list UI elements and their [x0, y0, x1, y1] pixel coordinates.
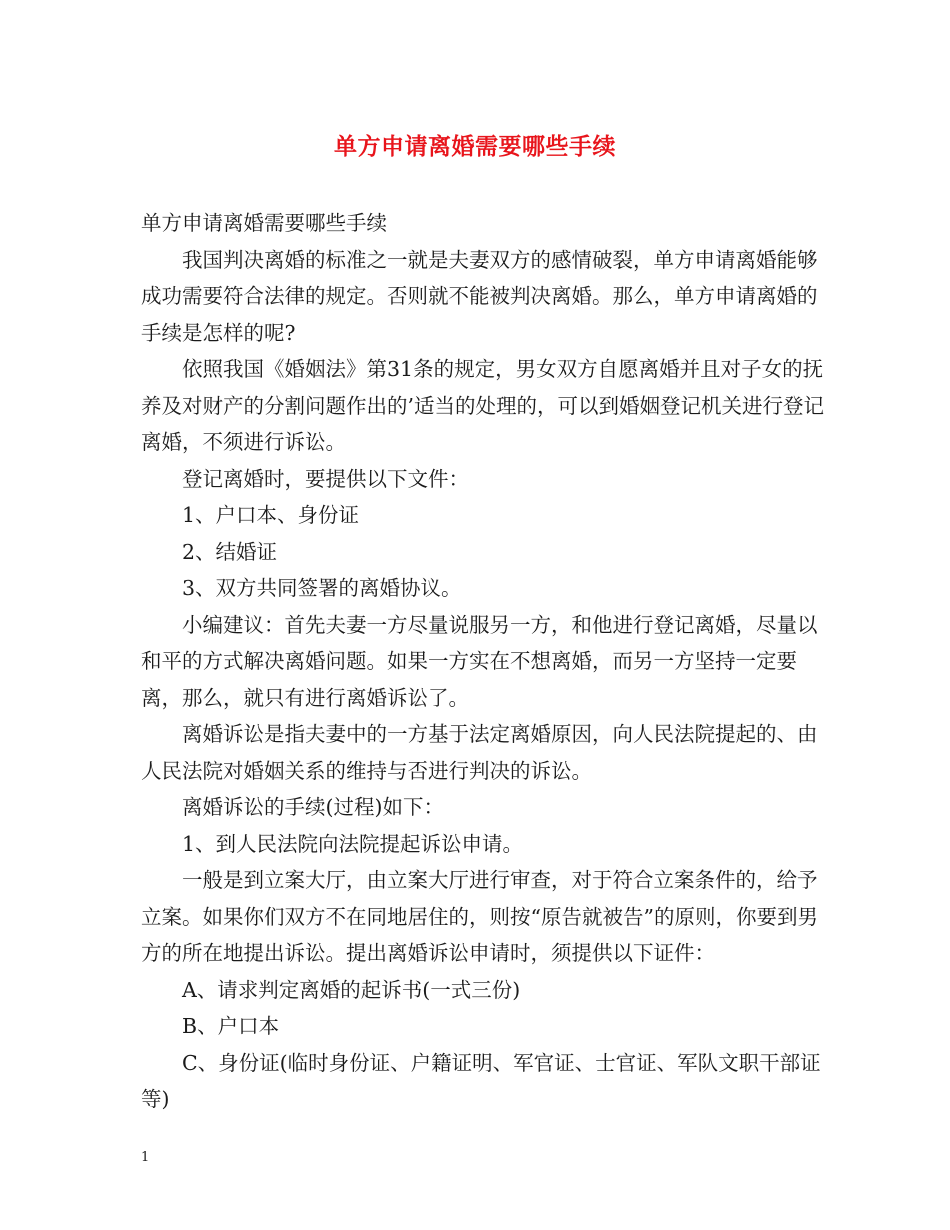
page-number: 1	[141, 1150, 150, 1165]
paragraph-registration-docs: 登记离婚时，要提供以下文件：	[182, 466, 469, 491]
body-subtitle: 单方申请离婚需要哪些手续	[141, 211, 387, 235]
list-item: 1、户口本、身份证	[182, 503, 360, 527]
list-item: B、户口本	[182, 1014, 280, 1038]
list-item: 2、结婚证	[182, 539, 278, 564]
paragraph-litigation-process: 离婚诉讼的手续(过程)如下：	[182, 795, 444, 819]
document-body	[141, 205, 829, 1118]
paragraph-litigation-definition: 离婚诉讼是指夫妻中的一方基于法定离婚原因，向人民法院提起的、由人民法院对婚姻关系的维持与否进行判决的诉讼。	[141, 722, 818, 783]
paragraph-editor-advice: 小编建议：首先夫妻一方尽量说服另一方，和他进行登记离婚，尽量以和平的方式解决离婚问题。如果一方实在不想离婚，而另一方坚持一定要离，那么，就只有进行离婚诉讼了。	[141, 612, 818, 710]
paragraph-intro: 我国判决离婚的标准之一就是夫妻双方的感情破裂，单方申请离婚能够成功需要符合法律的规定。否则就不能被判决离婚。那么，单方申请离婚的手续是怎样的呢?	[141, 247, 818, 345]
list-item: C、身份证(临时身份证、户籍证明、军官证、士官证、军队文职干部证等)	[141, 1050, 821, 1111]
list-item: A、请求判定离婚的起诉书(一式三份)	[182, 977, 521, 1002]
paragraph-filing-details: 一般是到立案大厅，由立案大厅进行审查，对于符合立案条件的，给予立案。如果你们双方不在同地居住的，则按“原告就被告”的原则，你要到男方的所在地提出诉讼。提出离婚诉讼申请时，须提供以下证件：	[141, 868, 818, 965]
list-item: 3、双方共同签署的离婚协议。	[182, 576, 462, 600]
list-item: 1、到人民法院向法院提起诉讼申请。	[182, 831, 524, 856]
paragraph-marriage-law: 依照我国《婚姻法》第31条的规定，男女双方自愿离婚并且对子女的抚养及对财产的分割问题作出的’适当的处理的，可以到婚姻登记机关进行登记离婚，不须进行诉讼。	[141, 357, 825, 454]
document-title: 单方申请离婚需要哪些手续	[334, 133, 616, 160]
